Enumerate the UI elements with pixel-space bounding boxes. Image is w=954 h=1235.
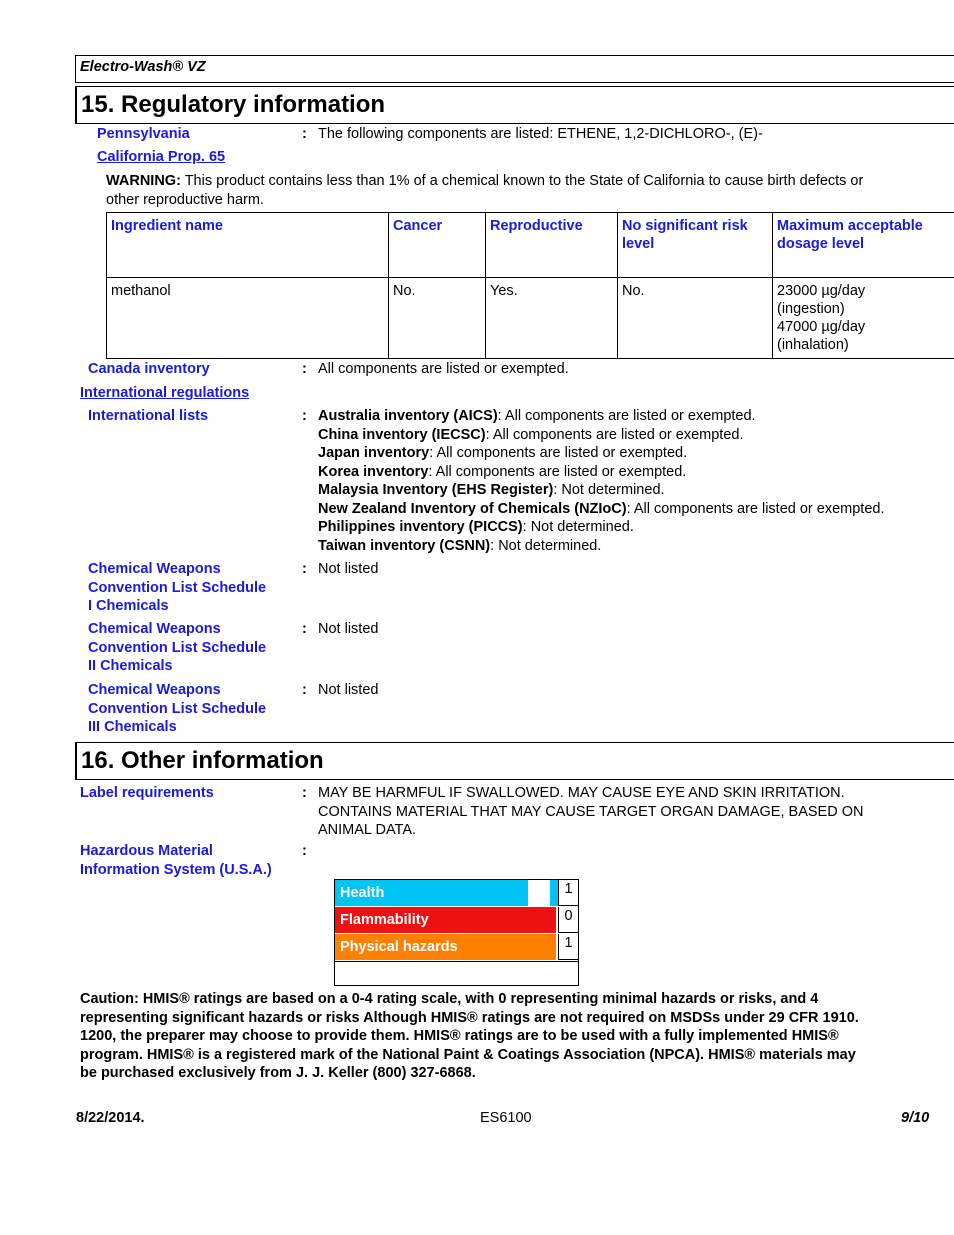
table-header-row xyxy=(107,213,954,278)
madl-cell xyxy=(773,278,954,359)
hmis-flammability-value: 0 xyxy=(558,907,578,933)
california-prop65-table xyxy=(106,212,954,359)
canada-inventory-value: All components are listed or exempted. xyxy=(318,361,569,377)
nsrl-cell: No. xyxy=(618,278,773,359)
cancer-cell: No. xyxy=(389,278,486,359)
section-16-header xyxy=(75,742,954,780)
footer-code: ES6100 xyxy=(480,1110,532,1126)
section-15-title: 15. Regulatory information xyxy=(81,91,386,118)
table-row xyxy=(107,278,954,359)
madl-line: (inhalation) xyxy=(777,337,849,353)
pennsylvania-value: The following components are listed: ETHENE, 1,2-DICHLORO-, (E)- xyxy=(318,126,763,142)
section-15-header xyxy=(75,86,954,124)
product-name: Electro-Wash® VZ xyxy=(80,59,206,75)
hmis-physical-value: 1 xyxy=(558,934,578,960)
list-item: New Zealand Inventory of Chemicals (NZIoC): All components are listed or exempted. xyxy=(318,500,885,517)
hmis-physical-row xyxy=(335,934,578,960)
international-lists-label: International lists xyxy=(88,408,209,424)
list-item: Malaysia Inventory (EHS Register): Not determined. xyxy=(318,482,665,498)
warning-text-1: This product contains less than 1% of a chemical known to the State of California to cause birth defects or xyxy=(180,173,864,189)
list-item: Korea inventory: All components are listed or exempted. xyxy=(318,463,687,480)
colon: : xyxy=(302,843,307,859)
international-lists-values xyxy=(318,407,954,555)
hmis-health-value: 1 xyxy=(558,880,578,906)
hmis-label: Hazardous Material Information System (U.S.A.) xyxy=(80,843,272,878)
hmis-health-marker xyxy=(550,880,558,906)
list-item: Japan inventory: All components are listed or exempted. xyxy=(318,445,688,461)
canada-inventory-label: Canada inventory xyxy=(88,361,210,377)
hmis-caution-note: Caution: HMIS® ratings are based on a 0-4 rating scale, with 0 representing minimal hazards or risks, and 4 representing significant hazards or risks Although HMIS® ratings are not required on MSDSs under 29 CFR 1910. 1200, the preparer may choose to provide them. HMIS® ratings are to be used with a fully implemented HMIS® program. HMIS® is a registered mark of the National Paint & Coatings Association (NPCA). HMIS® materials may be purchased exclusively from J. J. Keller (800) 327-6868. xyxy=(80,991,859,1081)
colon: : xyxy=(302,126,307,142)
california-warning xyxy=(106,172,936,209)
column-header: Maximum acceptable dosage level xyxy=(773,213,954,278)
hmis-rating-box xyxy=(334,879,579,986)
pennsylvania-label: Pennsylvania xyxy=(97,126,190,142)
hmis-health-label: Health xyxy=(335,880,528,906)
column-header: No significant risk level xyxy=(618,213,773,278)
column-header: Cancer xyxy=(389,213,486,278)
hmis-flammability-row xyxy=(335,907,578,933)
section-16-title: 16. Other information xyxy=(81,747,324,774)
hmis-health-gap xyxy=(528,880,550,906)
warning-text-2: other reproductive harm. xyxy=(106,191,264,208)
ingredient-cell: methanol xyxy=(107,278,389,359)
madl-line: (ingestion) xyxy=(777,301,845,317)
colon: : xyxy=(302,785,307,801)
list-item: China inventory (IECSC): All components are listed or exempted. xyxy=(318,426,744,443)
colon: : xyxy=(302,682,307,698)
footer-date: 8/22/2014. xyxy=(76,1110,145,1126)
list-item: Philippines inventory (PICCS): Not determined. xyxy=(318,519,634,535)
column-header: Reproductive xyxy=(486,213,618,278)
international-regulations-link[interactable]: International regulations xyxy=(80,385,250,401)
hmis-divider xyxy=(335,961,578,962)
hmis-health-row xyxy=(335,880,578,906)
cwc-schedule-1-value: Not listed xyxy=(318,561,379,577)
column-header: Ingredient name xyxy=(107,213,389,278)
colon: : xyxy=(302,561,307,577)
colon: : xyxy=(302,408,307,424)
list-item: Australia inventory (AICS): All components are listed or exempted. xyxy=(318,408,756,424)
footer-page-number: 9/10 xyxy=(901,1110,930,1126)
label-requirements-value: MAY BE HARMFUL IF SWALLOWED. MAY CAUSE EYE AND SKIN IRRITATION. CONTAINS MATERIAL THAT MAY CAUSE TARGET ORGAN DAMAGE, BASED ON ANIMAL DATA. xyxy=(318,785,864,838)
colon: : xyxy=(302,621,307,637)
cwc-schedule-2-label: Chemical Weapons Convention List Schedule II Chemicals xyxy=(88,621,267,674)
warning-label: WARNING: xyxy=(106,173,181,189)
cwc-schedule-3-value: Not listed xyxy=(318,682,379,698)
label-requirements-label: Label requirements xyxy=(80,785,214,801)
product-header-bar xyxy=(75,55,954,83)
hmis-flammability-label: Flammability xyxy=(335,907,556,933)
madl-line: 47000 µg/day xyxy=(777,319,866,335)
colon: : xyxy=(302,361,307,377)
cwc-schedule-2-value: Not listed xyxy=(318,621,379,637)
hmis-physical-label: Physical hazards xyxy=(335,934,556,960)
list-item: Taiwan inventory (CSNN): Not determined. xyxy=(318,537,602,554)
cwc-schedule-1-label: Chemical Weapons Convention List Schedule I Chemicals xyxy=(88,561,267,614)
cwc-schedule-3-label: Chemical Weapons Convention List Schedule III Chemicals xyxy=(88,682,267,735)
california-prop65-link[interactable]: California Prop. 65 xyxy=(97,149,226,165)
madl-line: 23000 µg/day xyxy=(777,283,866,299)
reproductive-cell: Yes. xyxy=(486,278,618,359)
